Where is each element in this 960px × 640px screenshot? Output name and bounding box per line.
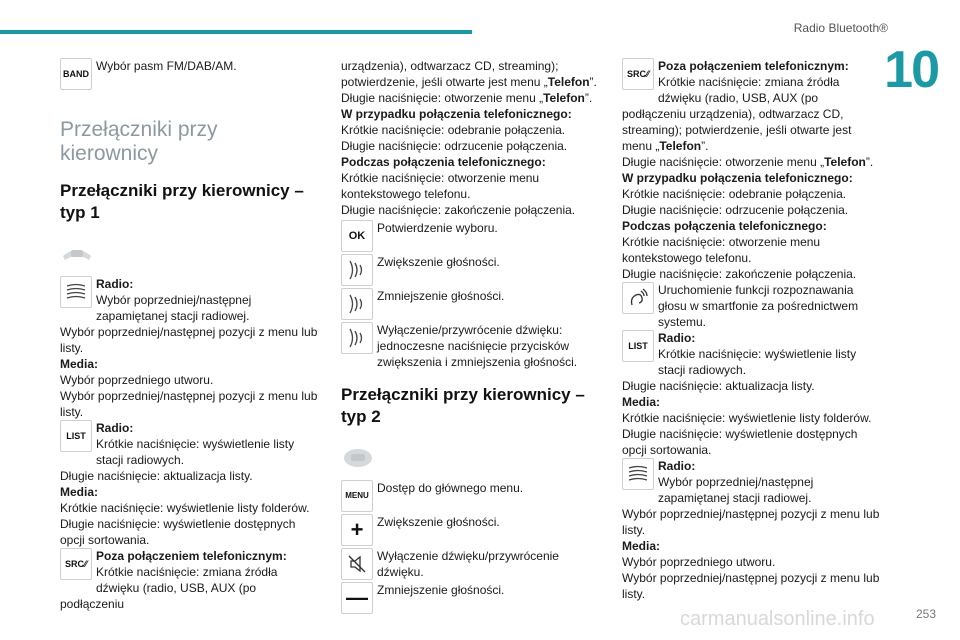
mute-speaker-icon [341, 548, 373, 580]
media-line1: Wybór poprzedniego utworu. [60, 373, 214, 387]
during-label: Podczas połączenia telefonicznego: [341, 155, 546, 169]
voice-entry [622, 282, 882, 330]
radio-line2-2: Wybór poprzedniej/następnej pozycji z menu lub listy. [622, 507, 880, 537]
incoming-line1-2: Krótkie naciśnięcie: odebranie połączenia. [622, 187, 847, 201]
src-label-2: Poza połączeniem telefonicznym: [658, 59, 849, 73]
radio-entry-2 [622, 458, 882, 602]
minus-icon: — [341, 582, 373, 614]
column-3 [622, 58, 882, 602]
band-text: Wybór pasm FM/DAB/AM. [96, 59, 237, 73]
list-line2-2: Długie naciśnięcie: aktualizacja listy. [622, 379, 815, 393]
list-media1-2: Krótkie naciśnięcie: wyświetlenie listy folderów. [622, 411, 872, 425]
during-label-2: Podczas połączenia telefonicznego: [622, 219, 827, 233]
telefon-word: Telefon [547, 75, 590, 89]
type1-title: Przełączniki przy kierownicy – typ 1 [60, 181, 304, 222]
incoming-line2-2: Długie naciśnięcie: odrzucenie połączenia. [622, 203, 849, 217]
src-long-press [341, 90, 601, 106]
mute-text: Wyłączenie/przywrócenie dźwięku: jednoczesne naciśnięcie przycisków zwiększenia i zmniejszenia głośności. [377, 323, 578, 369]
minus-entry [341, 582, 601, 616]
src-line1-2 [622, 74, 882, 154]
incoming-label: W przypadku połączenia telefonicznego: [341, 107, 572, 121]
src-button-icon-2: SRC ⁄⁄ [622, 58, 654, 90]
mute2-entry [341, 548, 601, 582]
media-line2: Wybór poprzedniej/następnej pozycji z menu lub listy. [60, 389, 318, 419]
incoming-line2: Długie naciśnięcie: odrzucenie połączenia. [341, 139, 568, 153]
radio-line1-2: Wybór poprzedniej/następnej zapamiętanej stacji radiowej. [658, 475, 814, 505]
page-number: 253 [915, 607, 936, 621]
vol-down-entry [341, 288, 601, 322]
src-continued [341, 58, 601, 90]
during-line2: Długie naciśnięcie: zakończenie połączenia. [341, 203, 576, 217]
during-line1: Krótkie naciśnięcie: otworzenie menu kontekstowego telefonu. [341, 171, 540, 201]
telefon-word-3: Telefon [659, 139, 702, 153]
media-line1-2: Wybór poprzedniego utworu. [622, 555, 776, 569]
volume-down-wheel-icon [341, 288, 373, 320]
list-entry [60, 420, 320, 548]
list-radio-label-2: Radio: [658, 331, 696, 345]
menu-button-icon: MENU [341, 480, 373, 512]
plus-text: Zwiększenie głośności. [377, 515, 500, 529]
list-media-label-2: Media: [622, 395, 661, 409]
radio-label-2: Radio: [658, 459, 696, 473]
band-entry [60, 58, 320, 92]
src-cont-text: urządzenia), odtwarzacz CD, streaming); potwierdzenie, jeśli otwarte jest menu „ [341, 59, 559, 89]
list-media1: Krótkie naciśnięcie: wyświetlenie listy folderów. [60, 501, 310, 515]
radio-line2: Wybór poprzedniej/następnej pozycji z menu lub listy. [60, 325, 318, 355]
media-line2-2: Wybór poprzedniej/następnej pozycji z menu lub listy. [622, 571, 880, 601]
telefon-word-4: Telefon [824, 155, 866, 169]
src-entry-2 [622, 58, 882, 170]
steering-switch-type1-icon [60, 242, 94, 264]
ok-entry [341, 220, 601, 254]
mute2-text: Wyłączenie dźwięku/przywrócenie dźwięku. [377, 549, 559, 579]
plus-icon: + [341, 514, 373, 546]
section-title: Przełączniki przy kierownicy [60, 118, 218, 165]
list-media2-2: Długie naciśnięcie: wyświetlenie dostępnych opcji sortowania. [622, 427, 858, 457]
list-button-icon-2: LIST [622, 330, 654, 362]
media-label-2: Media: [622, 539, 661, 553]
plus-entry [341, 514, 601, 548]
voice-text: Uruchomienie funkcji rozpoznawania głosu w smartfonie za pośrednictwem systemu. [658, 283, 859, 329]
steering-switch-type2-icon [341, 446, 375, 468]
src-button-icon: SRC ⁄⁄ [60, 548, 92, 580]
menu-entry [341, 480, 601, 514]
mute-entry [341, 322, 601, 370]
list-button-icon: LIST [60, 420, 92, 452]
src-label: Poza połączeniem telefonicznym: [96, 549, 287, 563]
mute-wheel-icon [341, 322, 373, 354]
menu-text: Dostęp do głównego menu. [377, 481, 524, 495]
during-line1-2: Krótkie naciśnięcie: otworzenie menu kontekstowego telefonu. [622, 235, 821, 265]
list-entry-2 [622, 330, 882, 458]
radio-entry [60, 276, 320, 420]
quote-end: ”. [589, 75, 597, 89]
ok-text: Potwierdzenie wyboru. [377, 221, 498, 235]
telefon-word-2: Telefon [543, 91, 585, 105]
column-1 [60, 58, 320, 612]
during-line2-2: Długie naciśnięcie: zakończenie połączenia. [622, 267, 857, 281]
src-entry [60, 548, 320, 612]
column-2 [341, 58, 601, 616]
list-line2: Długie naciśnięcie: aktualizacja listy. [60, 469, 253, 483]
radio-line1: Wybór poprzedniej/następnej zapamiętanej stacji radiowej. [96, 293, 252, 323]
media-label: Media: [60, 357, 99, 371]
vol-up-entry [341, 254, 601, 288]
incoming-label-2: W przypadku połączenia telefonicznego: [622, 171, 853, 185]
list-radio-label: Radio: [96, 421, 134, 435]
ok-button-icon: OK [341, 220, 373, 252]
header-accent-bar [0, 30, 472, 34]
header-title: Radio Bluetooth® [793, 21, 888, 35]
src-icon-label: SRC [64, 559, 84, 569]
list-media2: Długie naciśnięcie: wyświetlenie dostępnych opcji sortowania. [60, 517, 296, 547]
src-line1: Krótkie naciśnięcie: zmiana źródła dźwięku (radio, USB, AUX (po podłączeniu [60, 565, 278, 611]
watermark-logo: carmanualsonline.info [680, 608, 875, 630]
voice-recognition-icon [622, 282, 654, 314]
chapter-number: 10 [884, 41, 938, 99]
volume-up-wheel-icon [341, 254, 373, 286]
minus-text: Zmniejszenie głośności. [377, 583, 505, 597]
src-icon-label-2: SRC [626, 69, 646, 79]
scroll-wheel-icon [60, 276, 92, 308]
list-line1: Krótkie naciśnięcie: wyświetlenie listy stacji radiowych. [96, 437, 295, 467]
list-media-label: Media: [60, 485, 99, 499]
quote-end-3: ”. [701, 139, 709, 153]
src-line2-text: Długie naciśnięcie: otworzenie menu „ [622, 155, 825, 169]
radio-label: Radio: [96, 277, 134, 291]
band-button-icon: BAND [60, 58, 92, 90]
scroll-wheel-icon-2 [622, 458, 654, 490]
long-press-text: Długie naciśnięcie: otworzenie menu „ [341, 91, 544, 105]
src-line1-text: Krótkie naciśnięcie: zmiana źródła dźwięku (radio, USB, AUX (po podłączeniu urządzenia), odtwarzacz CD, streaming); potwierdzenie, jeśli otwarte jest menu „ [622, 75, 852, 153]
vol-down-text: Zmniejszenie głośności. [377, 289, 505, 303]
incoming-line1: Krótkie naciśnięcie: odebranie połączenia. [341, 123, 566, 137]
vol-up-text: Zwiększenie głośności. [377, 255, 500, 269]
src-line2-2 [622, 154, 882, 170]
quote-end-4: ”. [865, 155, 874, 169]
quote-end-2: ”. [584, 91, 593, 105]
type2-title: Przełączniki przy kierownicy – typ 2 [341, 385, 585, 426]
list-line1-2: Krótkie naciśnięcie: wyświetlenie listy stacji radiowych. [658, 347, 857, 377]
